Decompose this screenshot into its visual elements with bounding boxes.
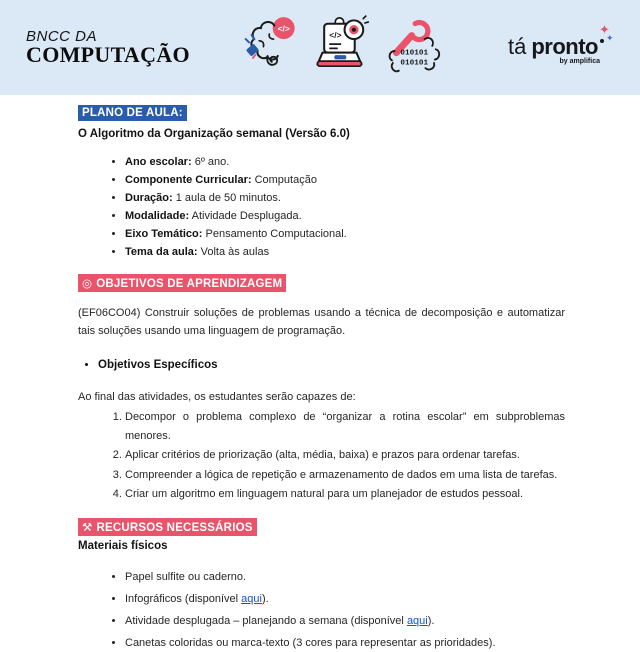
section-heading-objetivos: ◎ OBJETIVOS DE APRENDIZAGEM xyxy=(78,274,286,292)
list-item: • Canetas coloridas ou marca-texto (3 cores para representar as prioridades). xyxy=(125,634,565,652)
objectives-intro: Ao final das atividades, os estudantes serão capazes de: xyxy=(78,391,356,403)
header-icons xyxy=(244,15,446,80)
brand-pronto: pronto xyxy=(531,34,598,59)
bncc-skill-paragraph: (EF06CO04) Construir soluções de problemas usando a técnica de decomposição e automatizar tais soluções usando uma linguagem de programação. xyxy=(78,307,565,337)
binary-line-2: 010101 xyxy=(400,59,429,68)
objetivos-especificos-list xyxy=(78,356,565,374)
section-heading-plano-de-aula: PLANO DE AULA: xyxy=(78,105,187,121)
lesson-title: O Algoritmo da Organização semanal (Versão 6.0) xyxy=(78,128,350,140)
list-item: • Modalidade: Atividade Desplugada. xyxy=(125,207,565,225)
list-item: • Objetivos Específicos xyxy=(98,356,565,374)
list-item: • Papel sulfite ou caderno. xyxy=(125,568,565,586)
aqui-link[interactable]: aqui xyxy=(241,592,262,605)
list-item: • Atividade desplugada – planejando a semana (disponível aqui). xyxy=(125,612,565,630)
list-item: 1. Decompor o problema complexo de “organizar a rotina escolar” em subproblemas menores. xyxy=(125,408,565,445)
brand-byline: by amplifica xyxy=(559,58,600,65)
list-item: 3. Compreender a lógica de repetição e armazenamento de dados em uma lista de tarefas. xyxy=(125,466,565,485)
laptop-eye-icon xyxy=(314,15,370,80)
code-glyph: </> xyxy=(329,30,342,41)
binary-line-1: 010101 xyxy=(400,49,429,58)
tapronto-logo xyxy=(507,22,614,65)
list-item: 4. Criar um algoritmo em linguagem natural para um planejador de estudos pessoal. xyxy=(125,485,565,504)
bncc-logo xyxy=(26,29,190,67)
target-icon: ◎ xyxy=(82,278,93,290)
aqui-link[interactable]: aqui xyxy=(406,614,428,627)
code-glyph: </> xyxy=(277,23,290,34)
lesson-meta-list xyxy=(78,153,565,261)
section-heading-recursos: ⚒ RECURSOS NECESSÁRIOS xyxy=(78,518,257,536)
list-item: 2. Aplicar critérios de priorização (alta, média, baixa) e prazos para ordenar tarefas. xyxy=(125,446,565,465)
logo-line2: COMPUTAÇÃO xyxy=(26,42,190,68)
list-item: • Duração: 1 aula de 50 minutos. xyxy=(125,189,565,207)
brain-code-icon xyxy=(244,15,298,80)
logo-line1: BNCC DA xyxy=(26,27,98,45)
list-item: • Ano escolar: 6º ano. xyxy=(125,153,565,171)
list-item: • Infográficos (disponível aqui). xyxy=(125,590,565,608)
wrench-binary-icon xyxy=(386,15,446,80)
header-banner xyxy=(0,0,640,95)
document-body xyxy=(0,95,640,652)
sparkle-icon: ✦ ✦ xyxy=(599,22,614,43)
materials-list xyxy=(78,568,565,652)
list-item: • Eixo Temático: Pensamento Computacional. xyxy=(125,225,565,243)
list-item: • Componente Curricular: Computação xyxy=(125,171,565,189)
list-item: • Tema da aula: Volta às aulas xyxy=(125,243,565,261)
materials-subheading: Materiais físicos xyxy=(78,539,168,552)
tapronto-wordmark xyxy=(507,22,614,60)
objectives-numbered-list xyxy=(78,408,565,504)
tools-icon: ⚒ xyxy=(82,521,93,534)
brand-ta: tá xyxy=(507,34,527,59)
